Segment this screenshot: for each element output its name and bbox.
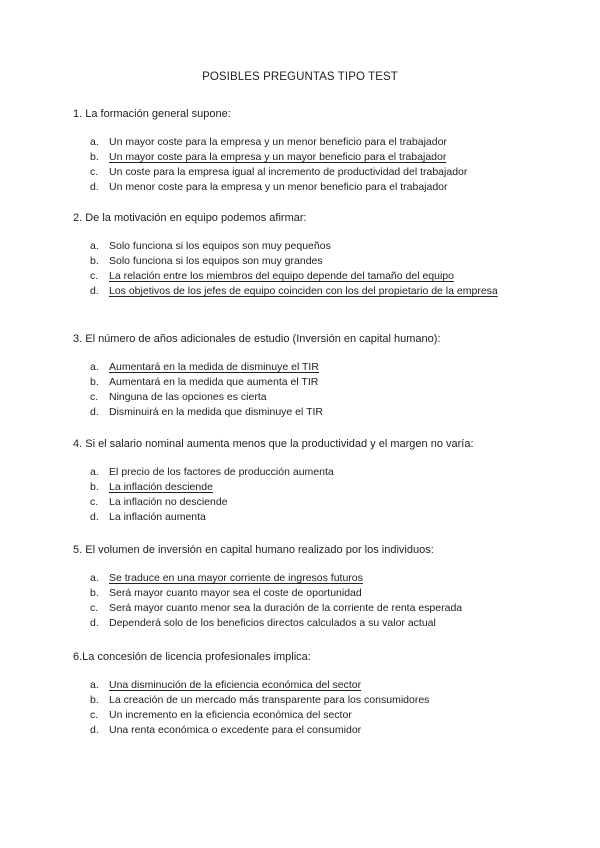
option-text: La creación de un mercado más transparente para los consumidores (109, 694, 430, 706)
option-item (73, 180, 573, 195)
option-text: La inflación aumenta (109, 511, 206, 523)
option-item (73, 284, 519, 299)
option-letter: c. (90, 496, 99, 508)
option-text-correct: La inflación desciende (109, 481, 213, 493)
option-letter: b. (90, 255, 99, 267)
option-text-correct: Se traduce en una mayor corriente de ingresos futuros (109, 572, 363, 584)
question-text: 3. El número de años adicionales de estudio (Inversión en capital humano): (73, 333, 441, 345)
option-text: Será mayor cuanto mayor sea el coste de oportunidad (109, 587, 362, 599)
option-text: La inflación no desciende (109, 496, 228, 508)
option-item (73, 269, 573, 284)
option-text-correct: Aumentará en la medida de disminuye el TIR (109, 361, 319, 373)
option-text: Una renta económica o excedente para el consumidor (109, 724, 362, 736)
option-item (73, 480, 573, 495)
option-text-correct: Los objetivos de los jefes de equipo coinciden con los del propietario de la empresa (109, 285, 498, 297)
option-letter: b. (90, 376, 99, 388)
option-text: Dependerá solo de los beneficios directos calculados a su valor actual (109, 617, 436, 629)
option-item (73, 150, 573, 165)
option-item (73, 360, 573, 375)
option-letter: a. (90, 679, 99, 691)
question-block-4 (73, 436, 573, 525)
option-text: Un mayor coste para la empresa y un menor beneficio para el trabajador (109, 136, 447, 148)
option-letter: a. (90, 240, 99, 252)
option-item (73, 601, 573, 616)
question-text: 2. De la motivación en equipo podemos afirmar: (73, 212, 307, 224)
option-item (73, 165, 573, 180)
option-letter: c. (90, 709, 99, 721)
option-text: Un menor coste para la empresa y un menor beneficio para el trabajador (109, 181, 448, 193)
option-item (73, 375, 573, 390)
option-text: El precio de los factores de producción aumenta (109, 466, 334, 478)
option-letter: a. (90, 466, 99, 478)
option-text: Un coste para la empresa igual al incremento de productividad del trabajador (109, 166, 468, 178)
question-block-3 (73, 331, 573, 420)
option-item (73, 723, 573, 738)
option-item (73, 254, 573, 269)
option-item (73, 510, 573, 525)
option-item (73, 495, 573, 510)
option-letter: d. (90, 617, 99, 629)
question-block-6 (73, 649, 573, 738)
option-text-correct: Un mayor coste para la empresa y un mayor beneficio para el trabajador (109, 151, 447, 163)
question-text: 6.La concesión de licencia profesionales implica: (73, 651, 311, 663)
question-text: 1. La formación general supone: (73, 108, 231, 120)
option-text-correct: La relación entre los miembros del equipo depende del tamaño del equipo (109, 270, 454, 282)
option-item (73, 239, 573, 254)
question-block-2 (73, 210, 573, 299)
question-text: 4. Si el salario nominal aumenta menos que la productividad y el margen no varía: (73, 438, 474, 450)
option-letter: c. (90, 602, 99, 614)
option-letter: b. (90, 587, 99, 599)
option-item (73, 693, 573, 708)
option-text: Solo funciona si los equipos son muy grandes (109, 255, 323, 267)
option-item (73, 135, 573, 150)
option-letter: d. (90, 511, 99, 523)
question-block-5 (73, 542, 573, 631)
option-item (73, 571, 573, 586)
option-item (73, 465, 573, 480)
option-letter: a. (90, 361, 99, 373)
option-letter: d. (90, 406, 99, 418)
option-text: Solo funciona si los equipos son muy pequeños (109, 240, 331, 252)
option-letter: c. (90, 166, 99, 178)
option-item (73, 390, 573, 405)
option-item (73, 405, 573, 420)
option-text: Ninguna de las opciones es cierta (109, 391, 267, 403)
option-letter: a. (90, 136, 99, 148)
option-letter: b. (90, 151, 99, 163)
option-letter: d. (90, 285, 99, 297)
option-item (73, 678, 573, 693)
option-letter: d. (90, 181, 99, 193)
option-text: Será mayor cuanto menor sea la duración de la corriente de renta esperada (109, 602, 463, 614)
option-letter: b. (90, 694, 99, 706)
option-text: Un incremento en la eficiencia económica del sector (109, 709, 352, 721)
option-letter: c. (90, 270, 99, 282)
question-text: 5. El volumen de inversión en capital humano realizado por los individuos: (73, 544, 434, 556)
option-letter: c. (90, 391, 99, 403)
option-letter: d. (90, 724, 99, 736)
option-item (73, 616, 573, 631)
option-text-correct: Una disminución de la eficiencia económica del sector (109, 679, 362, 691)
option-letter: a. (90, 572, 99, 584)
option-text: Aumentará en la medida que aumenta el TIR (109, 376, 319, 388)
question-block-1 (73, 106, 573, 195)
page-title: POSIBLES PREGUNTAS TIPO TEST (202, 71, 398, 83)
option-item (73, 708, 573, 723)
option-text: Disminuirá en la medida que disminuye el TIR (109, 406, 323, 418)
option-letter: b. (90, 481, 99, 493)
option-item (73, 586, 573, 601)
